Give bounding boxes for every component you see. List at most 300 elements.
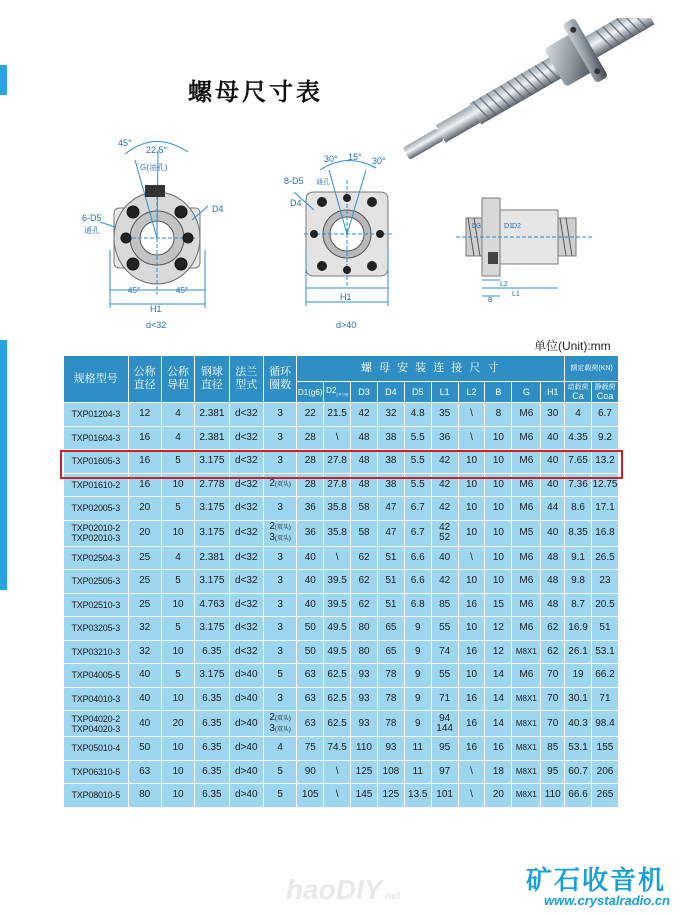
cell-b: 10 — [485, 570, 512, 594]
cell-h1: 110 — [541, 784, 565, 808]
cell-d1: 22 — [297, 403, 324, 427]
cell-g: M6 — [512, 593, 541, 617]
cell-d2: 21.5 — [324, 403, 351, 427]
table-row — [64, 617, 619, 641]
cell-d2: 49.5 — [324, 617, 351, 641]
cell-l2: 10 — [458, 520, 485, 546]
cell-flange: d<32 — [229, 497, 263, 521]
cell-flange: d<32 — [229, 617, 263, 641]
cell-lead: 4 — [161, 426, 194, 450]
cell-b: 10 — [485, 497, 512, 521]
header-nominal-diameter: 公称 直径 — [128, 356, 161, 403]
cell-d5: 6.7 — [404, 497, 431, 521]
cell-g: M5 — [512, 520, 541, 546]
cell-model: TXP02510-3 — [64, 593, 129, 617]
cell-ball: 6.35 — [195, 760, 229, 784]
table-row — [64, 664, 619, 688]
cell-diameter: 20 — [128, 520, 161, 546]
cell-d1: 36 — [297, 497, 324, 521]
cell-b: 15 — [485, 593, 512, 617]
flange-drawing-d-gt-40 — [284, 150, 419, 335]
cell-l1: 42 — [431, 473, 458, 497]
cell-d3: 48 — [351, 426, 378, 450]
cell-d1: 105 — [297, 784, 324, 808]
cell-d4: 38 — [377, 473, 404, 497]
cell-ca: 7.36 — [565, 473, 592, 497]
cell-h1: 40 — [541, 450, 565, 474]
cell-coa: 71 — [591, 687, 618, 711]
cell-model: TXP04005-5 — [64, 664, 129, 688]
hole-count-label: 8-D5 — [284, 176, 304, 186]
cell-l2: \ — [458, 426, 485, 450]
cell-d2: 62.5 — [324, 711, 351, 737]
cell-ca: 19 — [565, 664, 592, 688]
cell-flange: d<32 — [229, 520, 263, 546]
cell-d1: 28 — [297, 473, 324, 497]
cell-g: M8X1 — [512, 640, 541, 664]
page-title: 螺母尺寸表 — [188, 78, 323, 106]
cell-flange: d<32 — [229, 570, 263, 594]
cell-coa: 17.1 — [591, 497, 618, 521]
cell-ca: 9.8 — [565, 570, 592, 594]
cell-l2: 10 — [458, 473, 485, 497]
cell-coa: 6.7 — [591, 403, 618, 427]
d1-label: D1 — [504, 223, 513, 230]
cell-b: 12 — [485, 617, 512, 641]
cell-l1: 71 — [431, 687, 458, 711]
cell-h1: 70 — [541, 664, 565, 688]
cell-g: M6 — [512, 617, 541, 641]
cell-ball: 2.381 — [195, 426, 229, 450]
cell-lead: 5 — [161, 497, 194, 521]
cell-model: TXP02504-3 — [64, 546, 129, 570]
cell-lead: 5 — [161, 450, 194, 474]
cell-d1: 90 — [297, 760, 324, 784]
cell-d5: 5.5 — [404, 426, 431, 450]
hole-count-label: 6-D5 — [82, 213, 102, 223]
angle-label: 45° — [128, 286, 141, 295]
through-hole-note: 通孔 — [316, 179, 330, 186]
cell-circuits: 3 — [263, 687, 296, 711]
cell-h1: 85 — [541, 737, 565, 761]
cell-l1: 95 — [431, 737, 458, 761]
header-ball-diameter: 钢球 直径 — [195, 356, 229, 403]
cell-coa: 206 — [591, 760, 618, 784]
table-row — [64, 426, 619, 450]
cell-model: TXP01204-3 — [64, 403, 129, 427]
cell-l1: 42 — [431, 570, 458, 594]
cell-diameter: 20 — [128, 497, 161, 521]
cell-g: M6 — [512, 403, 541, 427]
cell-lead: 10 — [161, 784, 194, 808]
cell-d2: 62.5 — [324, 687, 351, 711]
cell-ball: 6.35 — [195, 640, 229, 664]
cell-b: 14 — [485, 711, 512, 737]
cell-circuits: 3 — [263, 593, 296, 617]
cell-l2: \ — [458, 546, 485, 570]
cell-b: 16 — [485, 737, 512, 761]
angle-label: 22.5° — [146, 145, 168, 155]
cell-l2: 16 — [458, 593, 485, 617]
cell-l2: 10 — [458, 664, 485, 688]
watermark: haoDIY.net — [286, 874, 401, 905]
cell-g: M6 — [512, 497, 541, 521]
cell-d2: \ — [324, 760, 351, 784]
cell-diameter: 16 — [128, 450, 161, 474]
cell-d2: 27.8 — [324, 473, 351, 497]
header-d1: D1(g6) — [297, 382, 324, 403]
cell-h1: 48 — [541, 546, 565, 570]
cell-d1: 63 — [297, 664, 324, 688]
angle-label: 45° — [176, 286, 189, 295]
cell-d5: 6.7 — [404, 520, 431, 546]
cell-flange: d>40 — [229, 784, 263, 808]
cell-d2: 39.5 — [324, 593, 351, 617]
cell-l1: 40 — [431, 546, 458, 570]
cell-flange: d>40 — [229, 664, 263, 688]
oil-hole-label: G(油孔) — [140, 163, 168, 172]
cell-ca: 26.1 — [565, 640, 592, 664]
cell-h1: 70 — [541, 711, 565, 737]
cell-d3: 93 — [351, 711, 378, 737]
l1-label: L1 — [512, 291, 520, 298]
cell-circuits: 4 — [263, 737, 296, 761]
cell-h1: 40 — [541, 520, 565, 546]
cell-g: M6 — [512, 664, 541, 688]
cell-coa: 26.5 — [591, 546, 618, 570]
through-hole-note: 通孔 — [84, 226, 100, 235]
cell-l2: 10 — [458, 617, 485, 641]
cell-ball: 3.175 — [195, 570, 229, 594]
cell-circuits: 3 — [263, 450, 296, 474]
cell-d3: 42 — [351, 403, 378, 427]
header-l2: L2 — [458, 382, 485, 403]
cell-l2: 16 — [458, 711, 485, 737]
drawing-caption: d>40 — [336, 320, 357, 330]
cell-d1: 50 — [297, 640, 324, 664]
header-circuits: 循环 圈数 — [263, 356, 296, 403]
cell-d5: 9 — [404, 640, 431, 664]
cell-d1: 40 — [297, 570, 324, 594]
cell-coa: 13.2 — [591, 450, 618, 474]
d4-label: D4 — [290, 198, 302, 208]
cell-diameter: 12 — [128, 403, 161, 427]
cell-d2: 62.5 — [324, 664, 351, 688]
cell-flange: d<32 — [229, 640, 263, 664]
cell-l1: 74 — [431, 640, 458, 664]
cell-b: 20 — [485, 784, 512, 808]
header-nut-dims: 螺 母 安 装 连 接 尺 寸 — [297, 356, 565, 382]
table-row — [64, 593, 619, 617]
table-row — [64, 497, 619, 521]
table-row — [64, 687, 619, 711]
cell-lead: 10 — [161, 593, 194, 617]
table-row — [64, 737, 619, 761]
header-g: G — [512, 382, 541, 403]
cell-diameter: 16 — [128, 473, 161, 497]
cell-ball: 3.175 — [195, 497, 229, 521]
cell-model: TXP03210-3 — [64, 640, 129, 664]
cell-flange: d<32 — [229, 593, 263, 617]
cell-h1: 48 — [541, 570, 565, 594]
cell-diameter: 25 — [128, 570, 161, 594]
cell-l1: 97 — [431, 760, 458, 784]
cell-ca: 53.1 — [565, 737, 592, 761]
cell-circuits: 3 — [263, 640, 296, 664]
cell-g: M6 — [512, 570, 541, 594]
cell-diameter: 63 — [128, 760, 161, 784]
cell-d4: 32 — [377, 403, 404, 427]
cell-diameter: 40 — [128, 687, 161, 711]
cell-b: 8 — [485, 403, 512, 427]
table-row — [64, 784, 619, 808]
cell-l1: 55 — [431, 617, 458, 641]
cell-circuits: 3 — [263, 617, 296, 641]
header-static-load: 静载荷 Coa — [591, 382, 618, 403]
cell-b: 10 — [485, 426, 512, 450]
cell-d3: 145 — [351, 784, 378, 808]
drawing-caption: d<32 — [146, 320, 167, 330]
cell-d4: 65 — [377, 617, 404, 641]
cell-circuits: 3 — [263, 497, 296, 521]
cell-diameter: 32 — [128, 640, 161, 664]
cell-model: TXP02010-2 TXP02010-3 — [64, 520, 129, 546]
cell-l1: 85 — [431, 593, 458, 617]
cell-d4: 78 — [377, 687, 404, 711]
header-d4: D4 — [377, 382, 404, 403]
brand-url: www.crystalradio.cn — [544, 893, 670, 908]
cell-ca: 60.7 — [565, 760, 592, 784]
header-d3: D3 — [351, 382, 378, 403]
cell-model: TXP04010-3 — [64, 687, 129, 711]
cell-d3: 93 — [351, 687, 378, 711]
cell-model: TXP03205-3 — [64, 617, 129, 641]
cell-circuits: 3 — [263, 570, 296, 594]
cell-lead: 5 — [161, 617, 194, 641]
ball-screw-photo — [402, 18, 674, 166]
cell-coa: 265 — [591, 784, 618, 808]
cell-d2: \ — [324, 426, 351, 450]
cell-ca: 16.9 — [565, 617, 592, 641]
flange-drawing-d-lt-32 — [80, 130, 235, 335]
header-load-rating: 额定载荷(KN) — [565, 356, 619, 382]
header-d2: $D2_{(-0.03)}$ — [324, 382, 351, 403]
h1-label: H1 — [150, 304, 162, 314]
cell-d5: 11 — [404, 760, 431, 784]
cell-d4: 78 — [377, 711, 404, 737]
cell-d3: 58 — [351, 520, 378, 546]
cell-circuits: 5 — [263, 784, 296, 808]
cell-lead: 10 — [161, 687, 194, 711]
cell-d5: 9 — [404, 617, 431, 641]
side-accent-bar — [0, 340, 7, 590]
cell-coa: 12.75 — [591, 473, 618, 497]
cell-model: TXP08010-5 — [64, 784, 129, 808]
cell-circuits: 3 — [263, 426, 296, 450]
cell-l2: \ — [458, 403, 485, 427]
cell-d1: 63 — [297, 711, 324, 737]
cell-d2: 74.5 — [324, 737, 351, 761]
cell-g: M8X1 — [512, 687, 541, 711]
cell-l1: 35 — [431, 403, 458, 427]
cell-diameter: 32 — [128, 617, 161, 641]
cell-d2: 39.5 — [324, 570, 351, 594]
cell-d5: 9 — [404, 711, 431, 737]
cell-ball: 3.175 — [195, 617, 229, 641]
table-row — [64, 403, 619, 427]
cell-h1: 70 — [541, 687, 565, 711]
cell-circuits: 3 — [263, 546, 296, 570]
cell-d3: 62 — [351, 546, 378, 570]
cell-l1: 94 144 — [431, 711, 458, 737]
cell-d3: 62 — [351, 593, 378, 617]
cell-model: TXP06310-5 — [64, 760, 129, 784]
cell-coa: 23 — [591, 570, 618, 594]
cell-d5: 5.5 — [404, 450, 431, 474]
cell-d3: 110 — [351, 737, 378, 761]
cell-d2: 35.8 — [324, 497, 351, 521]
d2-label: D2 — [512, 223, 521, 230]
cell-coa: 155 — [591, 737, 618, 761]
cell-l2: 10 — [458, 570, 485, 594]
cell-l2: 16 — [458, 640, 485, 664]
cell-circuits: 2(双头) — [263, 473, 296, 497]
cell-model: TXP01604-3 — [64, 426, 129, 450]
cell-h1: 95 — [541, 760, 565, 784]
cell-ca: 8.6 — [565, 497, 592, 521]
angle-label: 30° — [324, 154, 338, 164]
cell-ca: 66.6 — [565, 784, 592, 808]
cell-b: 14 — [485, 664, 512, 688]
cell-l1: 36 — [431, 426, 458, 450]
cell-l1: 55 — [431, 664, 458, 688]
cell-l2: 10 — [458, 450, 485, 474]
cell-coa: 51 — [591, 617, 618, 641]
cell-coa: 66.2 — [591, 664, 618, 688]
cell-l1: 101 — [431, 784, 458, 808]
side-accent-bar — [0, 65, 7, 95]
cell-ball: 3.175 — [195, 450, 229, 474]
angle-label: 30° — [372, 156, 386, 166]
cell-lead: 10 — [161, 520, 194, 546]
cell-d3: 80 — [351, 640, 378, 664]
cell-flange: d<32 — [229, 450, 263, 474]
cell-l2: 10 — [458, 497, 485, 521]
cell-b: 10 — [485, 450, 512, 474]
cell-model: TXP01610-2 — [64, 473, 129, 497]
cell-b: 10 — [485, 546, 512, 570]
b-label: B — [488, 297, 493, 303]
header-l1: L1 — [431, 382, 458, 403]
cell-lead: 20 — [161, 711, 194, 737]
cell-ca: 30.1 — [565, 687, 592, 711]
cell-ball: 4.763 — [195, 593, 229, 617]
cell-diameter: 25 — [128, 593, 161, 617]
cell-flange: d<32 — [229, 403, 263, 427]
cell-d3: 80 — [351, 617, 378, 641]
angle-label: 45° — [118, 138, 132, 148]
header-b: B — [485, 382, 512, 403]
cell-d4: 38 — [377, 450, 404, 474]
cell-ball: 3.175 — [195, 664, 229, 688]
header-flange-type: 法兰 型式 — [229, 356, 263, 403]
cell-d3: 125 — [351, 760, 378, 784]
cell-ca: 8.7 — [565, 593, 592, 617]
cell-ball: 6.35 — [195, 711, 229, 737]
cell-ball: 2.381 — [195, 546, 229, 570]
cell-d2: 27.8 — [324, 450, 351, 474]
cell-d3: 48 — [351, 450, 378, 474]
cell-d4: 51 — [377, 570, 404, 594]
cell-diameter: 40 — [128, 664, 161, 688]
cell-diameter: 25 — [128, 546, 161, 570]
table-row — [64, 640, 619, 664]
cell-d4: 51 — [377, 593, 404, 617]
table-row — [64, 570, 619, 594]
cell-d1: 40 — [297, 593, 324, 617]
cell-g: M8X1 — [512, 711, 541, 737]
cell-lead: 10 — [161, 737, 194, 761]
cell-coa: 53.1 — [591, 640, 618, 664]
cell-model: TXP04020-2 TXP04020-3 — [64, 711, 129, 737]
d3-label: D3 — [472, 223, 481, 230]
h1-label: H1 — [340, 292, 352, 302]
cell-d3: 93 — [351, 664, 378, 688]
brand-name: 矿石收音机 — [525, 866, 666, 896]
cell-flange: d<32 — [229, 426, 263, 450]
cell-lead: 5 — [161, 570, 194, 594]
cell-d5: 9 — [404, 664, 431, 688]
table-row — [64, 760, 619, 784]
cell-d4: 125 — [377, 784, 404, 808]
cell-h1: 40 — [541, 426, 565, 450]
header-d5: D5 — [404, 382, 431, 403]
cell-d4: 78 — [377, 664, 404, 688]
cell-d2: 35.8 — [324, 520, 351, 546]
cell-d1: 36 — [297, 520, 324, 546]
cell-ca: 8.35 — [565, 520, 592, 546]
cell-ball: 3.175 — [195, 520, 229, 546]
cell-g: M6 — [512, 546, 541, 570]
cell-d2: 49.5 — [324, 640, 351, 664]
cell-d3: 48 — [351, 473, 378, 497]
cell-d3: 62 — [351, 570, 378, 594]
l2-label: L2 — [500, 281, 508, 288]
cell-lead: 4 — [161, 403, 194, 427]
cell-flange: d>40 — [229, 760, 263, 784]
cell-ca: 4 — [565, 403, 592, 427]
highlighted-row-frame — [60, 450, 623, 479]
cell-b: 14 — [485, 687, 512, 711]
cell-ball: 2.381 — [195, 403, 229, 427]
cell-ca: 9.1 — [565, 546, 592, 570]
cell-ball: 6.35 — [195, 737, 229, 761]
cell-g: M8X1 — [512, 760, 541, 784]
cell-lead: 10 — [161, 640, 194, 664]
nut-side-section-drawing — [452, 188, 600, 303]
cell-l2: \ — [458, 784, 485, 808]
cell-ca: 4.35 — [565, 426, 592, 450]
cell-d4: 65 — [377, 640, 404, 664]
cell-model: TXP01605-3 — [64, 450, 129, 474]
cell-flange: d>40 — [229, 737, 263, 761]
cell-l2: 16 — [458, 737, 485, 761]
cell-ball: 6.35 — [195, 687, 229, 711]
cell-d5: 4.8 — [404, 403, 431, 427]
cell-g: M6 — [512, 426, 541, 450]
cell-h1: 40 — [541, 473, 565, 497]
cell-d1: 28 — [297, 426, 324, 450]
